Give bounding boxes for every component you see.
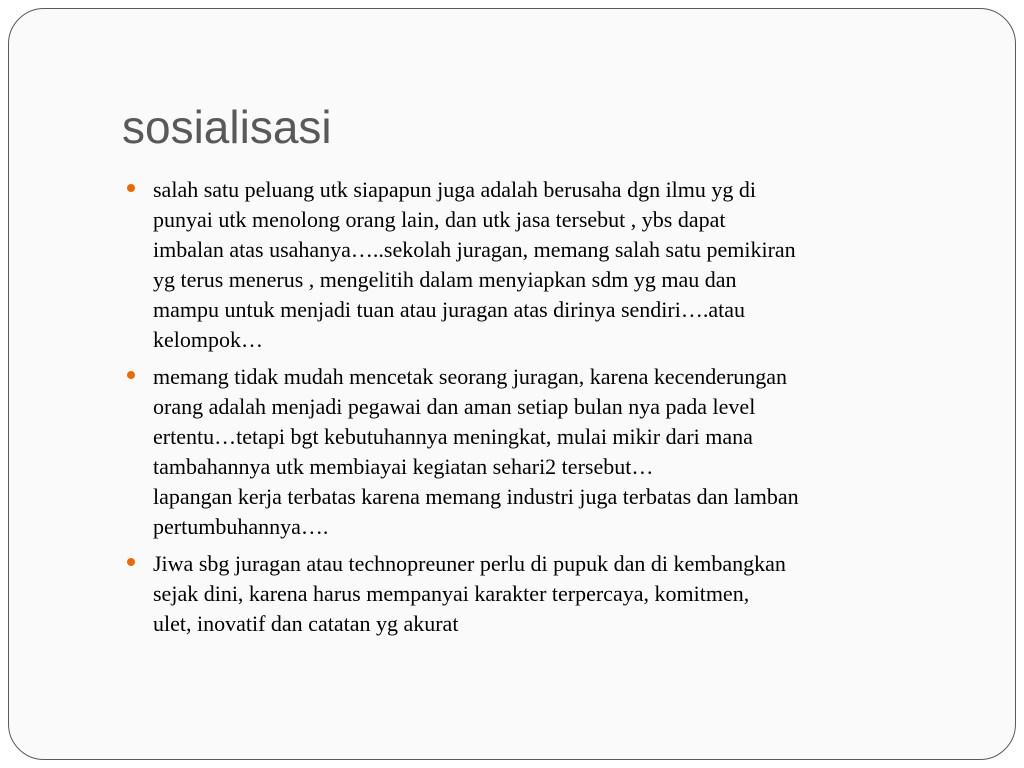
bullet-dot-icon [127, 184, 135, 192]
bullet-item [127, 362, 977, 542]
bullet-line: Jiwa sbg juragan atau technopreuner perlu di pupuk dan di kembangkan [153, 551, 786, 576]
bullet-line: kelompok… [153, 327, 263, 352]
bullet-line: sejak dini, karena harus mempanyai karakter terpercaya, komitmen, [153, 581, 750, 606]
bullet-line: ertentu…tetapi bgt kebutuhannya meningkat, mulai mikir dari mana [153, 424, 753, 449]
slide-frame [8, 8, 1016, 760]
bullet-line: yg terus menerus , mengelitih dalam menyiapkan sdm yg mau dan [153, 267, 737, 292]
bullet-line: punyai utk menolong orang lain, dan utk jasa tersebut , ybs dapat [153, 207, 726, 232]
bullet-line: salah satu peluang utk siapapun juga adalah berusaha dgn ilmu yg di [153, 177, 757, 202]
bullet-text [153, 362, 977, 542]
bullet-list [127, 175, 977, 646]
bullet-line: tambahannya utk membiayai kegiatan sehari2 tersebut… [153, 454, 654, 479]
bullet-item [127, 175, 977, 355]
bullet-item [127, 549, 977, 639]
bullet-text [153, 549, 977, 639]
slide-title: sosialisasi [122, 101, 332, 153]
bullet-line: imbalan atas usahanya…..sekolah juragan, memang salah satu pemikiran [153, 237, 796, 262]
bullet-line: pertumbuhannya…. [153, 514, 329, 539]
bullet-dot-icon [127, 558, 135, 566]
bullet-line: orang adalah menjadi pegawai dan aman setiap bulan nya pada level [153, 394, 756, 419]
bullet-dot-icon [127, 371, 135, 379]
bullet-text [153, 175, 977, 355]
bullet-line: mampu untuk menjadi tuan atau juragan atas dirinya sendiri….atau [153, 297, 745, 322]
bullet-line: lapangan kerja terbatas karena memang industri juga terbatas dan lamban [153, 484, 799, 509]
bullet-line: memang tidak mudah mencetak seorang juragan, karena kecenderungan [153, 364, 788, 389]
bullet-line: ulet, inovatif dan catatan yg akurat [153, 611, 459, 636]
